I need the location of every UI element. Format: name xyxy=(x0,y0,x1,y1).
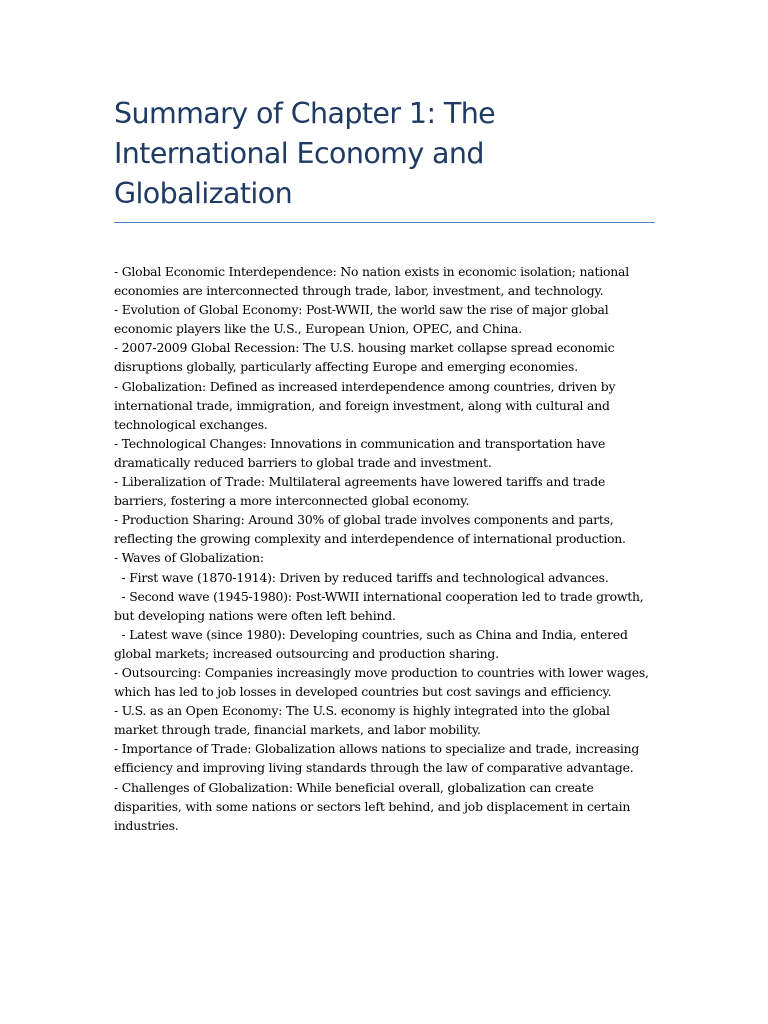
paragraph-challenges-of-globalization: - Challenges of Globalization: While beneficial overall, globalization can create disparities, with some nations or sectors left behind, and job displacement in certain industries. xyxy=(114,779,634,833)
paragraph-production-sharing: - Production Sharing: Around 30% of global trade involves components and parts, reflecting the growing complexity and interdependence of international production. xyxy=(114,512,626,547)
paragraph-waves-of-globalization: - Waves of Globalization: xyxy=(114,550,264,566)
title-underline-divider xyxy=(114,222,655,223)
paragraph-evolution-of-global-economy: - Evolution of Global Economy: Post-WWII, the world saw the rise of major global economic players like the U.S., European Union, OPEC, and China. xyxy=(114,302,613,337)
paragraph-global-recession: - 2007-2009 Global Recession: The U.S. housing market collapse spread economic disruptions globally, particularly affecting Europe and emerging economies. xyxy=(114,340,619,375)
paragraph-technological-changes: - Technological Changes: Innovations in communication and transportation have dramatically reduced barriers to global trade and investment. xyxy=(114,435,609,470)
paragraph-globalization: - Globalization: Defined as increased interdependence among countries, driven by international trade, immigration, and foreign investment, along with cultural and technological exchanges. xyxy=(114,378,620,432)
document-body xyxy=(114,262,655,835)
paragraph-latest-wave: - Latest wave (since 1980): Developing countries, such as China and India, entered global markets; increased outsourcing and production sharing. xyxy=(114,626,632,661)
paragraph-importance-of-trade: - Importance of Trade: Globalization allows nations to specialize and trade, increasing efficiency and improving living standards through the law of comparative advantage. xyxy=(114,741,643,776)
document-title: Summary of Chapter 1: The International Economy and Globalization xyxy=(114,97,496,210)
paragraph-liberalization-of-trade: - Liberalization of Trade: Multilateral agreements have lowered tariffs and trade barriers, fostering a more interconnected global economy. xyxy=(114,474,609,509)
paragraph-first-wave: - First wave (1870-1914): Driven by reduced tariffs and technological advances. xyxy=(114,569,609,585)
paragraph-us-open-economy: - U.S. as an Open Economy: The U.S. economy is highly integrated into the global market through trade, financial markets, and labor mobility. xyxy=(114,703,614,738)
paragraph-second-wave: - Second wave (1945-1980): Post-WWII international cooperation led to trade growth, but developing nations were often left behind. xyxy=(114,588,648,623)
paragraph-global-economic-interdependence: - Global Economic Interdependence: No nation exists in economic isolation; national economies are interconnected through trade, labor, investment, and technology. xyxy=(114,264,633,299)
paragraph-outsourcing: - Outsourcing: Companies increasingly move production to countries with lower wages, which has led to job losses in developed countries but cost savings and efficiency. xyxy=(114,664,653,700)
